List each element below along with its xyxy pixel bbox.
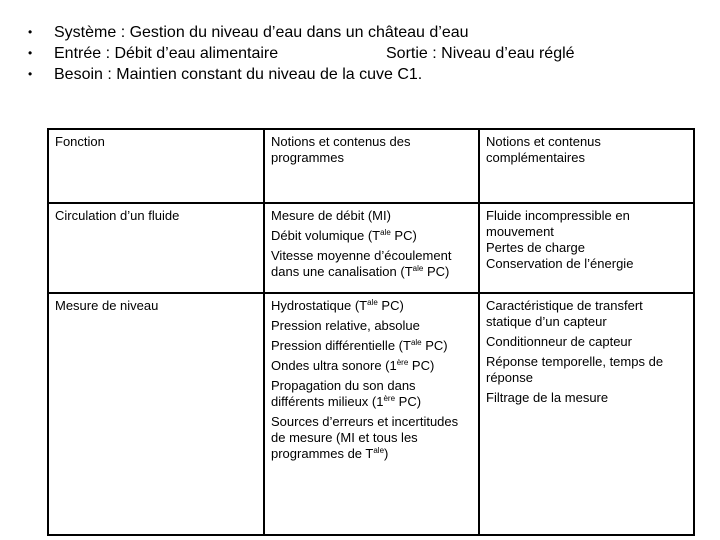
- notion-line: Pression relative, absolue: [271, 318, 420, 333]
- notion-line: Débit volumique ($T^{ale}$ PC): [271, 228, 417, 243]
- notion-line: Caractéristique de transfert statique d’un capteur: [486, 298, 643, 329]
- table-row: [48, 293, 694, 535]
- cell-fonction-niveau: Mesure de niveau: [48, 293, 264, 535]
- table-row: [48, 203, 694, 293]
- notion-line: Propagation du son dans différents milieux (1ère PC): [271, 378, 422, 409]
- header-fonction: Fonction: [48, 129, 264, 203]
- notion-line: Sources d’erreurs et incertitudes de mesure (MI et tous les programmes de $T^{ale}$): [271, 414, 459, 461]
- table-header-row: [48, 129, 694, 203]
- bullet-list: [28, 22, 708, 85]
- bullet-dot-icon: •: [28, 67, 33, 81]
- sortie-text: Sortie : Niveau d’eau réglé: [386, 45, 575, 62]
- notion-line: Pertes de charge: [486, 240, 586, 255]
- cell-complementaires-niveau: [479, 293, 694, 535]
- notion-line: Hydrostatique ($T^{ale}$ PC): [271, 298, 404, 313]
- notion-line: Conservation de l’énergie: [486, 256, 634, 271]
- notion-line: Vitesse moyenne d’écoulement dans une canalisation ($T^{ale}$ PC): [271, 248, 452, 279]
- notions-table: [47, 128, 695, 536]
- header-programmes: Notions et contenus des programmes: [264, 129, 479, 203]
- bullet-dot-icon: •: [28, 46, 33, 60]
- bullet-entree-sortie: [28, 43, 708, 64]
- bullet-besoin: [28, 64, 708, 85]
- notion-line: Réponse temporelle, temps de réponse: [486, 354, 664, 385]
- header-complementaires: Notions et contenus complémentaires: [479, 129, 694, 203]
- notion-line: Conditionneur de capteur: [486, 334, 632, 349]
- bullet-systeme: [28, 22, 708, 43]
- notion-line: Ondes ultra sonore (1ère PC): [271, 358, 435, 373]
- cell-complementaires-fluide: [479, 203, 694, 293]
- notion-line: Pression différentielle ($T^{ale}$ PC): [271, 338, 448, 353]
- besoin-text: Besoin : Maintien constant du niveau de la cuve C1.: [54, 66, 423, 83]
- entree-text: Entrée : Débit d’eau alimentaire: [54, 45, 279, 62]
- cell-programmes-niveau: [264, 293, 479, 535]
- cell-fonction-fluide: Circulation d’un fluide: [48, 203, 264, 293]
- notion-line: Filtrage de la mesure: [486, 390, 609, 405]
- cell-programmes-fluide: [264, 203, 479, 293]
- notion-line: Fluide incompressible en mouvement: [486, 208, 630, 239]
- notion-line: Mesure de débit (MI): [271, 208, 391, 223]
- systeme-text: Système : Gestion du niveau d’eau dans un château d’eau: [54, 24, 469, 41]
- bullet-dot-icon: •: [28, 25, 33, 39]
